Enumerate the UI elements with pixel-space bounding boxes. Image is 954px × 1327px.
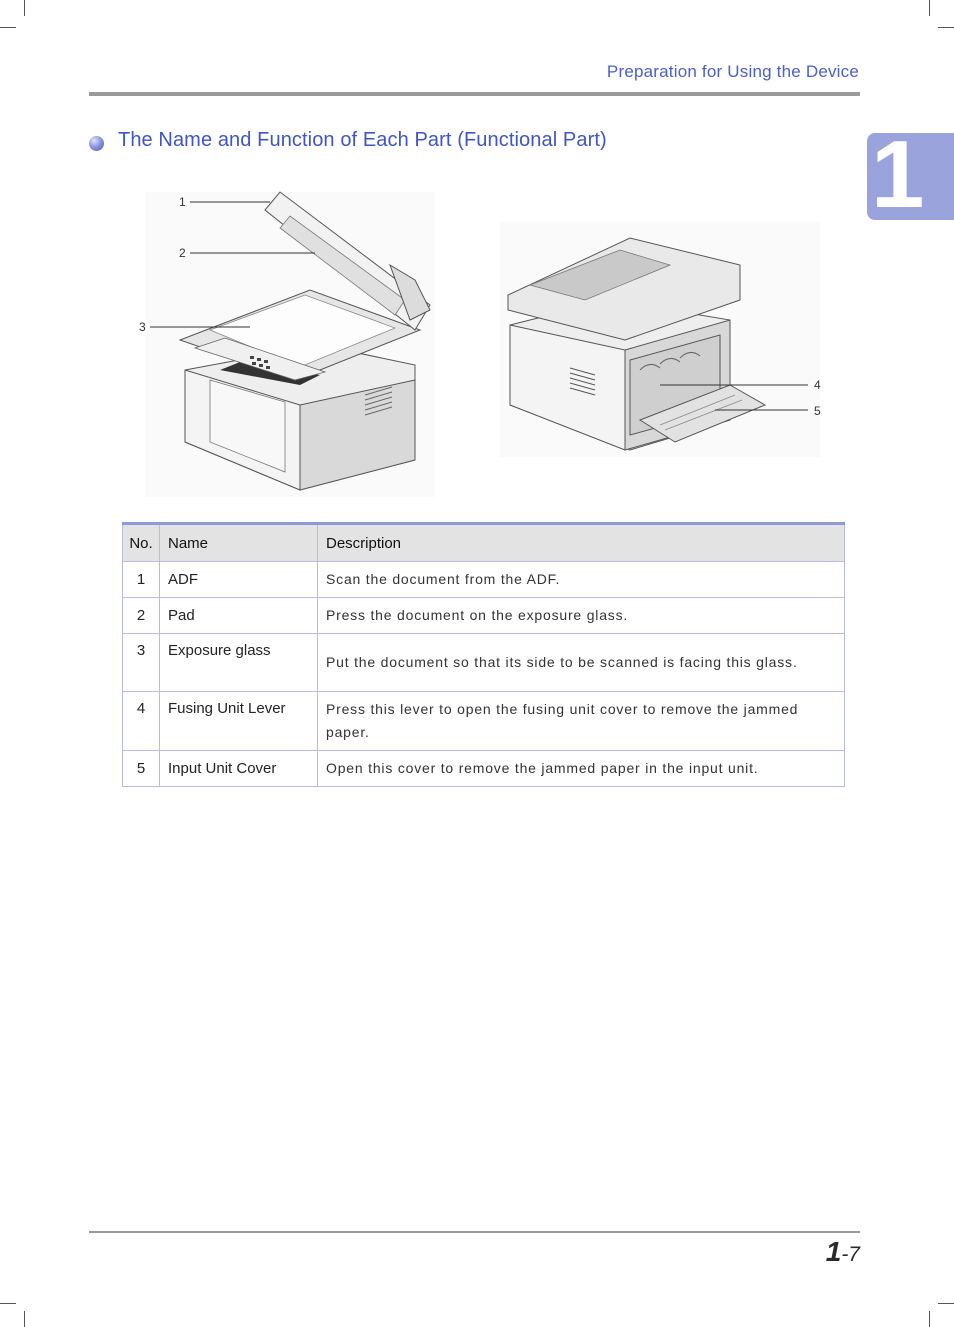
crop-mark bbox=[0, 1303, 16, 1304]
table-row bbox=[123, 598, 845, 634]
cell-description: Press this lever to open the fusing unit cover to remove the jammed paper. bbox=[318, 692, 845, 751]
printer-front-view bbox=[145, 192, 435, 497]
callout-1: 1 bbox=[179, 195, 186, 209]
section-bullet-icon bbox=[89, 136, 104, 151]
page-number bbox=[826, 1236, 860, 1268]
crop-mark bbox=[24, 0, 25, 16]
printer-rear-view bbox=[500, 222, 820, 457]
crop-mark bbox=[938, 27, 954, 28]
parts-table bbox=[122, 522, 845, 787]
crop-mark bbox=[929, 0, 930, 16]
callout-3: 3 bbox=[139, 320, 146, 334]
callout-2: 2 bbox=[179, 246, 186, 260]
column-header-name: Name bbox=[160, 524, 318, 562]
chapter-number: 1 bbox=[871, 121, 925, 228]
page-number-major: 1 bbox=[825, 1236, 842, 1267]
page-number-minor: -7 bbox=[841, 1243, 860, 1266]
cell-name: Pad bbox=[160, 598, 318, 634]
cell-no: 1 bbox=[123, 562, 160, 598]
cell-description: Open this cover to remove the jammed paper in the input unit. bbox=[318, 751, 845, 787]
printer-illustration bbox=[130, 180, 830, 510]
cell-no: 4 bbox=[123, 692, 160, 751]
cell-description: Put the document so that its side to be scanned is facing this glass. bbox=[318, 634, 845, 692]
crop-mark bbox=[938, 1303, 954, 1304]
callout-5: 5 bbox=[814, 404, 821, 418]
cell-name: Exposure glass bbox=[160, 634, 318, 692]
table-row bbox=[123, 751, 845, 787]
cell-no: 3 bbox=[123, 634, 160, 692]
table-row bbox=[123, 692, 845, 751]
table-header-row bbox=[123, 524, 845, 562]
header-divider bbox=[89, 92, 860, 96]
cell-name: ADF bbox=[160, 562, 318, 598]
cell-name: Input Unit Cover bbox=[160, 751, 318, 787]
cell-description: Press the document on the exposure glass. bbox=[318, 598, 845, 634]
cell-no: 2 bbox=[123, 598, 160, 634]
cell-name: Fusing Unit Lever bbox=[160, 692, 318, 751]
page-header-title: Preparation for Using the Device bbox=[606, 62, 859, 81]
section-title: The Name and Function of Each Part (Functional Part) bbox=[118, 129, 607, 151]
callout-4: 4 bbox=[814, 378, 821, 392]
footer-divider bbox=[89, 1231, 860, 1233]
column-header-no: No. bbox=[123, 524, 160, 562]
chapter-tab bbox=[867, 121, 954, 228]
crop-mark bbox=[929, 1311, 930, 1327]
column-header-description: Description bbox=[318, 524, 845, 562]
table-row bbox=[123, 634, 845, 692]
cell-no: 5 bbox=[123, 751, 160, 787]
cell-description: Scan the document from the ADF. bbox=[318, 562, 845, 598]
printer-parts-figure bbox=[130, 180, 830, 510]
table-row bbox=[123, 562, 845, 598]
crop-mark bbox=[24, 1311, 25, 1327]
crop-mark bbox=[0, 27, 16, 28]
